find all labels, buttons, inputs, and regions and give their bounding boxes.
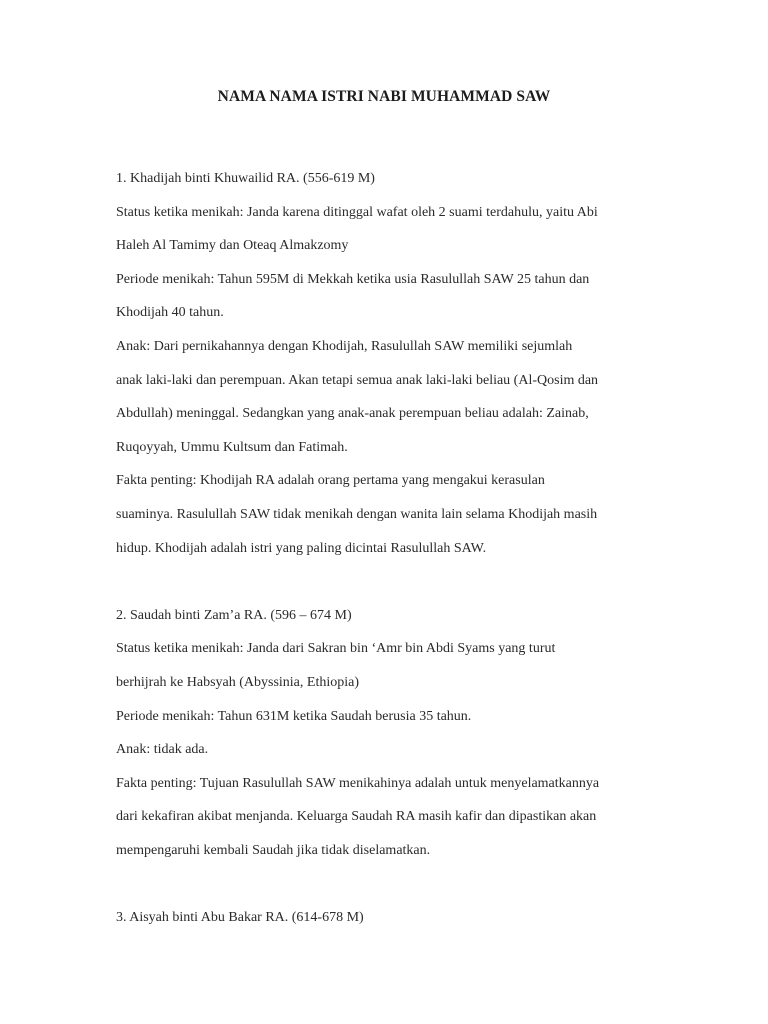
paragraph-line: anak laki-laki dan perempuan. Akan tetapi semua anak laki-laki beliau (Al-Qosim dan xyxy=(116,372,599,388)
paragraph-line: Khodijah 40 tahun. xyxy=(116,305,224,321)
paragraph-line: Fakta penting: Tujuan Rasulullah SAW menikahinya adalah untuk menyelamatkannya xyxy=(116,775,600,791)
paragraph-line: Abdullah) meninggal. Sedangkan yang anak-anak perempuan beliau adalah: Zainab, xyxy=(116,406,589,422)
paragraph-line: Periode menikah: Tahun 595M di Mekkah ketika usia Rasulullah SAW 25 tahun dan xyxy=(116,271,590,287)
paragraph-line: hidup. Khodijah adalah istri yang paling dicintai Rasulullah SAW. xyxy=(116,540,487,556)
section-gap xyxy=(116,867,676,901)
paragraph-line: mempengaruhi kembali Saudah jika tidak diselamatkan. xyxy=(116,842,431,858)
paragraph-line: Ruqoyyah, Ummu Kultsum dan Fatimah. xyxy=(116,439,348,455)
paragraph-line: Status ketika menikah: Janda karena ditinggal wafat oleh 2 suami terdahulu, yaitu Abi xyxy=(116,204,598,220)
paragraph-line: Status ketika menikah: Janda dari Sakran bin ‘Amr bin Abdi Syams yang turut xyxy=(116,641,556,657)
paragraph-line: berhijrah ke Habsyah (Abyssinia, Ethiopia) xyxy=(116,674,359,690)
paragraph-line: dari kekafiran akibat menjanda. Keluarga Saudah RA masih kafir dan dipastikan akan xyxy=(116,809,597,825)
section-aisyah xyxy=(116,901,676,935)
paragraph-line: Fakta penting: Khodijah RA adalah orang pertama yang mengakui kerasulan xyxy=(116,473,545,489)
paragraph-line: Anak: tidak ada. xyxy=(116,742,209,758)
paragraph-line: Haleh Al Tamimy dan Oteaq Almakzomy xyxy=(116,238,349,254)
section-saudah xyxy=(116,599,676,868)
section-gap xyxy=(116,565,676,599)
paragraph-line: Anak: Dari pernikahannya dengan Khodijah, Rasulullah SAW memiliki sejumlah xyxy=(116,338,573,354)
paragraph-line: suaminya. Rasulullah SAW tidak menikah dengan wanita lain selama Khodijah masih xyxy=(116,506,598,522)
section-heading: 3. Aisyah binti Abu Bakar RA. (614-678 M) xyxy=(116,910,364,926)
paragraph-line: Periode menikah: Tahun 631M ketika Saudah berusia 35 tahun. xyxy=(116,708,472,724)
document-body xyxy=(116,162,676,935)
section-khadijah xyxy=(116,162,676,565)
page-title: NAMA NAMA ISTRI NABI MUHAMMAD SAW xyxy=(217,88,551,105)
section-heading: 1. Khadijah binti Khuwailid RA. (556-619 M) xyxy=(116,171,375,186)
section-heading: 2. Saudah binti Zam’a RA. (596 – 674 M) xyxy=(116,607,352,623)
